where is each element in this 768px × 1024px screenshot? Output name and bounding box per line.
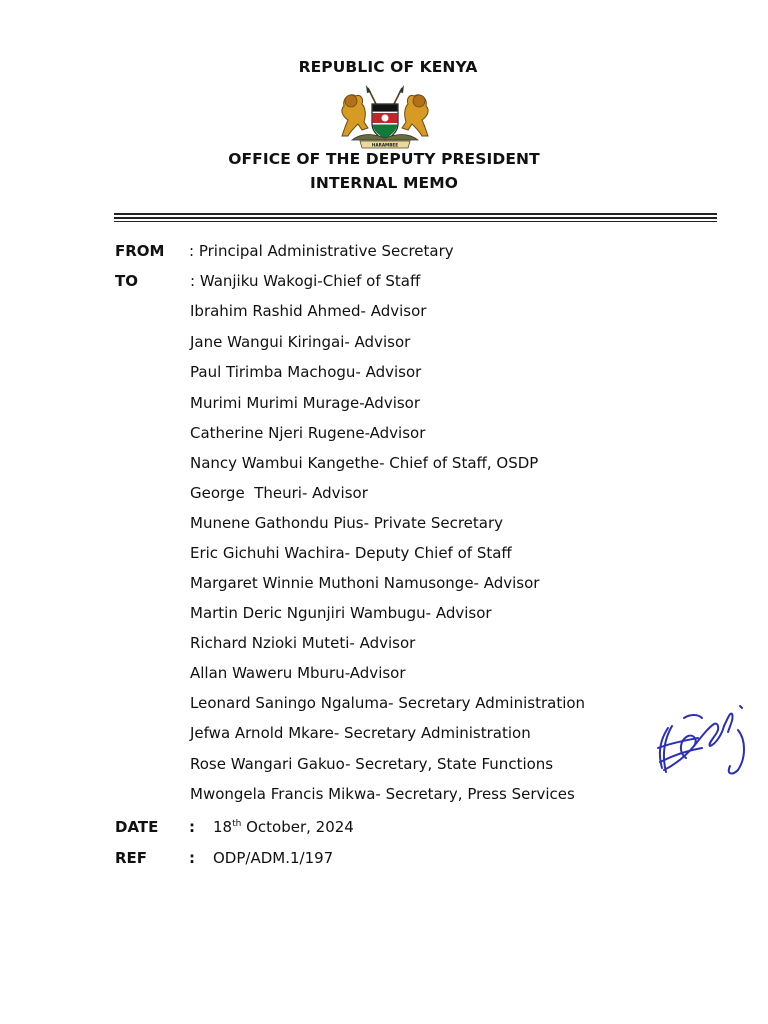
date-day: 18 bbox=[213, 818, 233, 836]
recipient-item: Murimi Murimi Murage-Advisor bbox=[190, 394, 421, 412]
recipient-item: : Wanjiku Wakogi-Chief of Staff bbox=[190, 272, 421, 290]
date-value bbox=[213, 818, 354, 836]
date-colon: : bbox=[189, 818, 195, 836]
recipient-item: Catherine Njeri Rugene-Advisor bbox=[190, 424, 426, 442]
handwritten-signature-icon bbox=[650, 688, 750, 784]
recipient-item: Allan Waweru Mburu-Advisor bbox=[190, 664, 406, 682]
republic-title: REPUBLIC OF KENYA bbox=[298, 58, 478, 76]
recipient-item: Eric Gichuhi Wachira- Deputy Chief of Staff bbox=[190, 544, 512, 562]
recipient-item: Jefwa Arnold Mkare- Secretary Administration bbox=[190, 724, 531, 742]
from-value: : Principal Administrative Secretary bbox=[189, 242, 454, 260]
recipient-item: Margaret Winnie Muthoni Namusonge- Advisor bbox=[190, 574, 540, 592]
recipient-item: George Theuri- Advisor bbox=[190, 484, 368, 502]
header-divider bbox=[114, 213, 717, 215]
memo-type-title: INTERNAL MEMO bbox=[310, 174, 458, 192]
ref-label: REF bbox=[115, 849, 148, 867]
ref-colon: : bbox=[189, 849, 195, 867]
recipient-item: Munene Gathondu Pius- Private Secretary bbox=[190, 514, 504, 532]
recipient-item: Jane Wangui Kiringai- Advisor bbox=[190, 333, 411, 351]
svg-text:HARAMBEE: HARAMBEE bbox=[371, 142, 399, 148]
recipient-item: Rose Wangari Gakuo- Secretary, State Functions bbox=[190, 755, 554, 773]
header-divider bbox=[114, 217, 717, 219]
date-month-year: October, 2024 bbox=[241, 818, 354, 836]
recipient-item: Martin Deric Ngunjiri Wambugu- Advisor bbox=[190, 604, 492, 622]
from-label: FROM bbox=[115, 242, 165, 260]
to-label: TO bbox=[115, 272, 138, 290]
recipient-item: Leonard Saningo Ngaluma- Secretary Administration bbox=[190, 694, 586, 712]
recipient-item: Ibrahim Rashid Ahmed- Advisor bbox=[190, 302, 427, 320]
recipient-item: Nancy Wambui Kangethe- Chief of Staff, OSDP bbox=[190, 454, 539, 472]
recipient-item: Mwongela Francis Mikwa- Secretary, Press Services bbox=[190, 785, 575, 803]
recipient-item: Richard Nzioki Muteti- Advisor bbox=[190, 634, 416, 652]
header-divider bbox=[114, 221, 717, 223]
office-title: OFFICE OF THE DEPUTY PRESIDENT bbox=[228, 150, 540, 168]
date-label: DATE bbox=[115, 818, 159, 836]
date-ordinal-suffix: th bbox=[232, 819, 242, 829]
ref-value: ODP/ADM.1/197 bbox=[213, 849, 334, 867]
kenya-coat-of-arms-icon bbox=[334, 84, 436, 150]
recipient-item: Paul Tirimba Machogu- Advisor bbox=[190, 363, 422, 381]
